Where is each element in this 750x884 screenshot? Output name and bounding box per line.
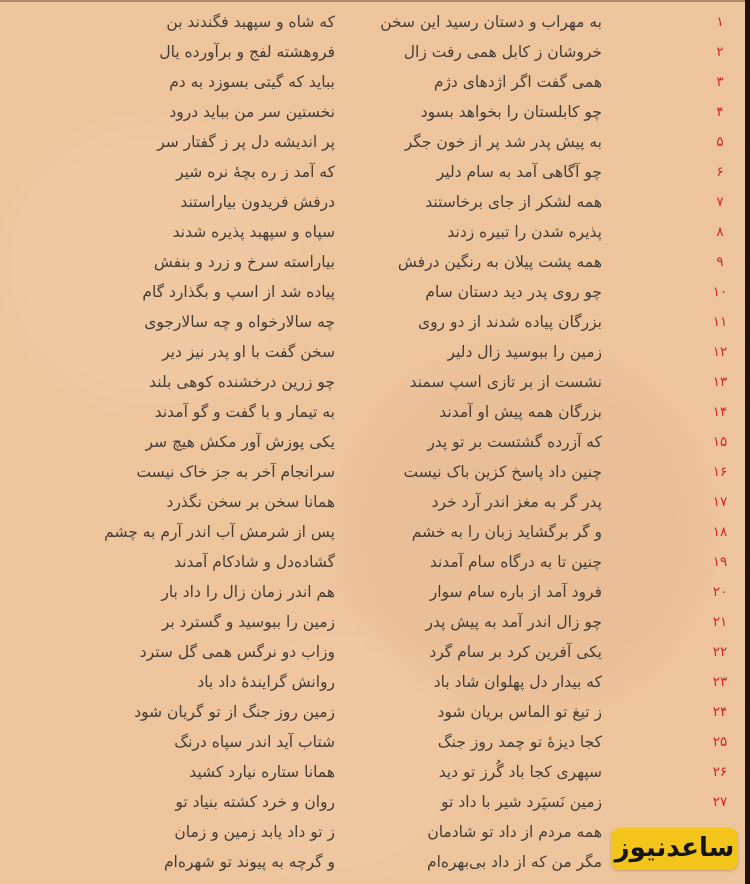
verse-number: ۷ (716, 194, 724, 210)
hemistich-second: زمین را ببوسید و گسترد بر (161, 613, 335, 631)
hemistich-second: و گرچه به پیوند تو شهره‌ام (163, 853, 335, 871)
hemistich-first: زمین نَسپَرد شیر با داد تو (441, 793, 602, 811)
verse-number: ۱۶ (712, 464, 728, 480)
saednews-logo-text: ساعدنیوز (614, 832, 735, 863)
verse-number: ۱ (716, 14, 724, 30)
hemistich-second: زمین روز جنگ از تو گریان شود (134, 703, 335, 721)
hemistich-first: کجا دیزهٔ تو چمد روز جنگ (437, 733, 602, 751)
hemistich-first: فرود آمد از باره سام سوار (429, 583, 602, 601)
hemistich-second: همانا سخن بر سخن نگذرد (166, 493, 335, 511)
hemistich-second: که شاه و سپهبد فگندند بن (166, 13, 335, 31)
verse-row (0, 547, 750, 577)
verse-row (0, 37, 750, 67)
hemistich-first: همه پشت پیلان به رنگین درفش (397, 253, 602, 271)
verse-row (0, 337, 750, 367)
hemistich-first: چو آگاهی آمد به سام دلیر (436, 163, 602, 181)
verse-number: ۲۱ (712, 614, 728, 630)
verse-number: ۱۹ (712, 554, 728, 570)
hemistich-second: سپاه و سپهبد پذیره شدند (172, 223, 335, 241)
verse-number: ۲۷ (712, 794, 728, 810)
hemistich-second: پس از شرمش آب اندر آرم به چشم (104, 523, 335, 541)
verse-number: ۲۶ (712, 764, 728, 780)
hemistich-first: زمین را ببوسید زال دلیر (447, 343, 602, 361)
hemistich-first: ز تیغ تو الماس بریان شود (437, 703, 602, 721)
hemistich-first: خروشان ز کابل همی رفت زال (403, 43, 602, 61)
verse-number: ۴ (716, 104, 724, 120)
verse-number: ۱۱ (712, 314, 728, 330)
right-border (745, 0, 750, 884)
verse-row (0, 307, 750, 337)
verse-row (0, 67, 750, 97)
hemistich-second: که آمد ز ره بچهٔ نره شیر (176, 163, 335, 181)
hemistich-first: به مهراب و دستان رسید این سخن (380, 13, 602, 31)
hemistich-second: سرانجام آخر به جز خاک نیست (136, 463, 335, 481)
verse-row (0, 217, 750, 247)
hemistich-second: پیاده شد از اسپ و بگذارد گام (142, 283, 335, 301)
verse-number: ۳ (716, 74, 724, 90)
hemistich-first: چنین تا به درگاه سام آمدند (429, 553, 602, 571)
verse-row (0, 517, 750, 547)
verse-row (0, 637, 750, 667)
hemistich-second: سخن گفت با او پدر نیز دیر (162, 343, 335, 361)
verse-number: ۲۵ (712, 734, 728, 750)
verse-row (0, 457, 750, 487)
verse-row (0, 277, 750, 307)
hemistich-second: بیاراسته سرخ و زرد و بنفش (153, 253, 335, 271)
verse-number: ۲ (716, 44, 724, 60)
verse-row (0, 367, 750, 397)
verse-row (0, 757, 750, 787)
hemistich-first: به پیش پدر شد پر از خون جگر (404, 133, 602, 151)
verse-number: ۵ (716, 134, 724, 150)
saednews-logo (611, 828, 738, 870)
verse-row (0, 247, 750, 277)
hemistich-first: مگر من که از داد بی‌بهره‌ام (426, 853, 602, 871)
hemistich-second: روان و خرد کشته بنیاد تو (175, 793, 335, 811)
hemistich-second: هم اندر زمان زال را داد بار (161, 583, 335, 601)
hemistich-second: پر اندیشه دل پر ز گفتار سر (157, 133, 335, 151)
hemistich-first: یکی آفرین کرد بر سام گرد (429, 643, 602, 661)
verse-number: ۲۰ (712, 584, 728, 600)
hemistich-first: که آزرده گشتست بر تو پدر (427, 433, 602, 451)
verse-number: ۲۴ (712, 704, 728, 720)
verse-row (0, 607, 750, 637)
verse-row (0, 7, 750, 37)
hemistich-second: درفش فریدون بیاراستند (180, 193, 335, 211)
hemistich-second: چه سالارخواه و چه سالارجوی (144, 313, 335, 331)
verse-number: ۱۲ (712, 344, 728, 360)
verse-row (0, 127, 750, 157)
verse-row (0, 97, 750, 127)
verse-row (0, 727, 750, 757)
verse-row (0, 667, 750, 697)
hemistich-first: و گر برگشاید زبان را به خشم (411, 523, 602, 541)
hemistich-second: به تیمار و با گفت و گو آمدند (154, 403, 335, 421)
hemistich-second: ز تو داد یابد زمین و زمان (174, 823, 335, 841)
verse-row (0, 787, 750, 817)
hemistich-first: که بیدار دل پهلوان شاد باد (433, 673, 602, 691)
verse-row (0, 427, 750, 457)
verse-number: ۱۵ (712, 434, 728, 450)
hemistich-second: گشاده‌دل و شادکام آمدند (174, 553, 335, 571)
verse-number: ۱۰ (712, 284, 728, 300)
hemistich-first: پدر گر به مغز اندر آرد خرد (431, 493, 602, 511)
verse-row (0, 187, 750, 217)
verse-number: ۱۴ (712, 404, 728, 420)
hemistich-second: نخستین سر من بباید درود (169, 103, 335, 121)
verse-number: ۹ (716, 254, 724, 270)
hemistich-second: وزاب دو نرگس همی گل سترد (139, 643, 335, 661)
hemistich-second: شتاب آید اندر سپاه درنگ (174, 733, 335, 751)
verse-number: ۸ (716, 224, 724, 240)
verse-number: ۱۷ (712, 494, 728, 510)
verse-row (0, 397, 750, 427)
hemistich-first: سپهری کجا باد گُرز تو دید (438, 763, 602, 781)
hemistich-first: نشست از بر تازی اسپ سمند (409, 373, 602, 391)
verse-row (0, 697, 750, 727)
verse-row (0, 157, 750, 187)
verse-number: ۱۸ (712, 524, 728, 540)
verse-number: ۱۳ (712, 374, 728, 390)
hemistich-second: همانا ستاره نیارد کشید (189, 763, 335, 781)
hemistich-first: همی گفت اگر اژدهای دژم (433, 73, 602, 91)
hemistich-second: فروهشته لفج و برآورده یال (159, 43, 335, 61)
verse-number: ۶ (716, 164, 724, 180)
hemistich-second: بباید که گیتی بسوزد به دم (169, 73, 335, 91)
hemistich-first: چنین داد پاسخ کزین باک نیست (403, 463, 602, 481)
hemistich-first: چو زال اندر آمد به پیش پدر (425, 613, 602, 631)
hemistich-second: روانش گرایندهٔ داد باد (197, 673, 335, 691)
verse-row (0, 487, 750, 517)
hemistich-first: پذیره شدن را تبیره زدند (447, 223, 602, 241)
hemistich-first: همه مردم از داد تو شادمان (427, 823, 602, 841)
hemistich-second: چو زرین درخشنده کوهی بلند (149, 373, 335, 391)
verse-row (0, 577, 750, 607)
hemistich-first: چو روی پدر دید دستان سام (425, 283, 602, 301)
hemistich-first: چو کابلستان را بخواهد بسود (420, 103, 602, 121)
verse-number: ۲۳ (712, 674, 728, 690)
hemistich-second: یکی پوزش آور مکش هیچ سر (145, 433, 335, 451)
hemistich-first: همه لشکر از جای برخاستند (425, 193, 602, 211)
verse-number: ۲۲ (712, 644, 728, 660)
hemistich-first: بزرگان همه پیش او آمدند (439, 403, 602, 421)
hemistich-first: بزرگان پیاده شدند از دو روی (417, 313, 602, 331)
